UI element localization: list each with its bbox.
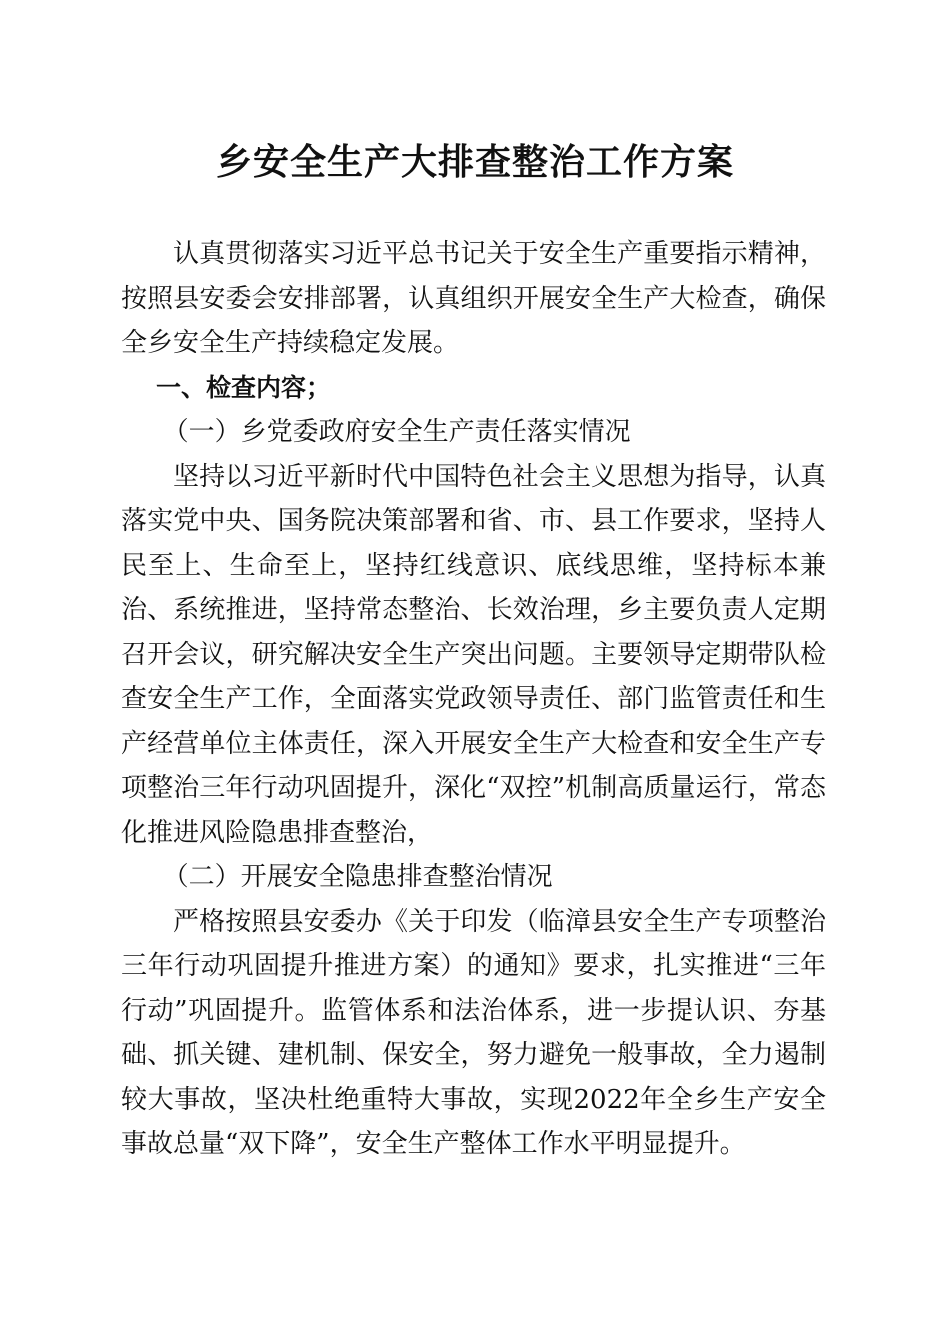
intro-paragraph: 认真贯彻落实习近平总书记关于安全生产重要指示精神，按照县安委会安排部署，认真组织开展安全生产大检查，确保全乡安全生产持续稳定发展。 [121,239,826,358]
section-heading-inspection-content: 一、检查内容； [156,372,332,402]
document-body [121,232,826,1167]
subsection-heading-hazard-inspection: （二）开展安全隐患排查整治情况 [162,862,553,892]
document-title: 乡安全生产大排查整治工作方案 [215,141,734,183]
hazard-inspection-paragraph: 严格按照县安委办《关于印发（临漳县安全生产专项整治三年行动巩固提升推进方案）的通知》要求，扎实推进“三年行动”巩固提升。监管体系和法治体系，进一步提认识、夯基础、抓关键、建机制、保安全，努力避免一般事故，全力遏制较大事故，坚决杜绝重特大事故，实现2022年全乡生产安全事故总量“双下降”，安全生产整体工作水平明显提升。 [121,906,826,1159]
responsibility-paragraph: 坚持以习近平新时代中国特色社会主义思想为指导，认真落实党中央、国务院决策部署和省、市、县工作要求，坚持人民至上、生命至上，坚持红线意识、底线思维，坚持标本兼治、系统推进，坚持常态整治、长效治理，乡主要负责人定期召开会议，研究解决安全生产突出问题。主要领导定期带队检查安全生产工作，全面落实党政领导责任、部门监管责任和生产经营单位主体责任，深入开展安全生产大检查和安全生产专项整治三年行动巩固提升，深化“双控”机制高质量运行，常态化推进风险隐患排查整治， [121,461,826,848]
subsection-heading-responsibility: （一）乡党委政府安全生产责任落实情况 [162,417,631,447]
